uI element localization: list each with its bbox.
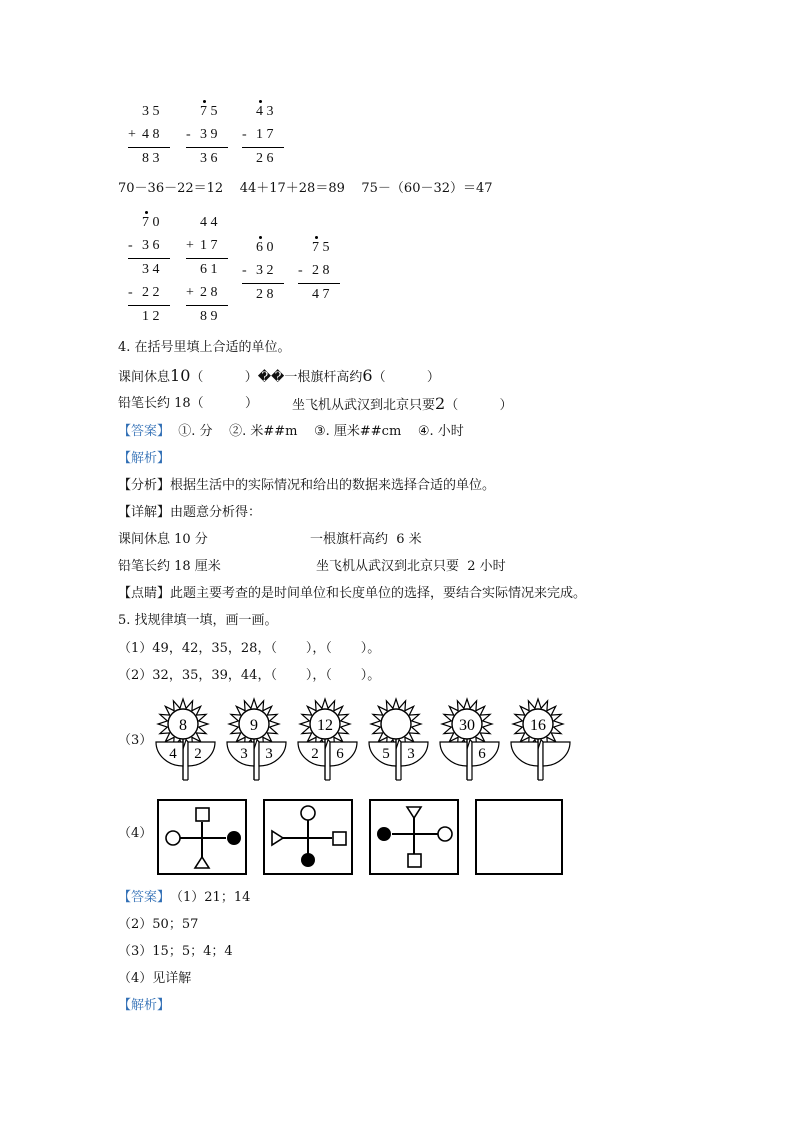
answer-tag: 【答案】 bbox=[118, 424, 171, 439]
calc-a-rule bbox=[128, 147, 170, 148]
q5-analysis-tag: 【解析】 bbox=[118, 998, 171, 1013]
calc-2b-rule2 bbox=[186, 305, 228, 306]
q4-analysis-tag: 【解析】 bbox=[118, 451, 171, 466]
vertical-calc-2b bbox=[184, 215, 234, 330]
dianjing-text: 此题主要考查的是时间单位和长度单位的选择，要结合实际情况来完成。 bbox=[170, 586, 587, 601]
fenxi-tag: 【分析】 bbox=[118, 478, 171, 493]
q5-sub2: （2）32，35，39，44，（ ），（ ）。 bbox=[118, 668, 381, 683]
q4-row1a: 课间休息 bbox=[118, 370, 171, 385]
calc-2b-res2: 8 9 bbox=[200, 309, 218, 324]
q4-row2b: 坐飞机从武汉到北京只要 bbox=[292, 398, 436, 413]
calc-c-top: 4 3 bbox=[256, 104, 274, 119]
equations-line: 70－36－22＝12 44＋17＋28＝89 75－（60－32）＝47 bbox=[118, 181, 493, 196]
calc-2b-op1: + bbox=[186, 238, 194, 253]
vertical-calc-2d bbox=[296, 240, 346, 310]
q4-row1b-paren: （ ） bbox=[372, 370, 440, 385]
triangle-shape bbox=[407, 807, 421, 818]
sunflower-top-number: 30 bbox=[459, 717, 475, 734]
square-shape bbox=[196, 808, 209, 821]
calc-2b-mid: 1 7 bbox=[200, 238, 218, 253]
calc-2d-op: - bbox=[298, 263, 303, 278]
pattern-box-1 bbox=[158, 800, 246, 874]
fenxi-text: 根据生活中的实际情况和给出的数据来选择合适的单位。 bbox=[170, 478, 496, 493]
left-leaf bbox=[511, 742, 538, 766]
calc-2c-rule bbox=[242, 283, 284, 284]
calc-2a-rule1 bbox=[128, 258, 170, 259]
carry-dot bbox=[203, 100, 206, 103]
sunflower bbox=[440, 699, 499, 780]
q4-detail-2b: 坐飞机从武汉到北京只要 2 小时 bbox=[316, 559, 506, 574]
calc-2b-mid2: 2 8 bbox=[200, 285, 218, 300]
q4-dianjing bbox=[118, 586, 586, 602]
q5-answer-tag: 【答案】 bbox=[118, 890, 171, 905]
calc-2a-op2: - bbox=[128, 285, 133, 300]
sunflower-top-number: 12 bbox=[317, 717, 333, 734]
q5-answer-4: （4）见详解 bbox=[118, 971, 192, 986]
calc-b-op: - bbox=[186, 127, 191, 142]
q4-row1a-paren: （ ） bbox=[190, 370, 258, 385]
vertical-calc-2c bbox=[240, 240, 290, 310]
q5-sub1: （1）49，42，35，28，（ ），（ ）。 bbox=[118, 641, 381, 656]
calc-2a-res2: 1 2 bbox=[142, 309, 160, 324]
sunflower-top-number: 8 bbox=[179, 717, 187, 734]
sunflower-left-number: 2 bbox=[311, 746, 319, 762]
calc-c-mid: 1 7 bbox=[256, 127, 274, 142]
calc-2a-res1: 3 4 bbox=[142, 262, 160, 277]
vertical-calc-a bbox=[126, 104, 176, 174]
filled-circle bbox=[227, 831, 241, 845]
right-leaf bbox=[543, 742, 570, 766]
calc-b-res: 3 6 bbox=[200, 151, 218, 166]
hollow-circle bbox=[301, 806, 315, 820]
sunflower-top-number: 16 bbox=[530, 717, 546, 734]
q4-xiangjie bbox=[118, 505, 261, 521]
sunflower-right-number: 2 bbox=[194, 746, 202, 762]
vertical-calc-b bbox=[184, 104, 234, 174]
sunflower-right-number: 3 bbox=[407, 746, 415, 762]
left-leaf bbox=[440, 742, 467, 766]
q4-row2a: 铅笔长约 18（ ） bbox=[118, 396, 258, 411]
sunflower-left-number: 3 bbox=[240, 746, 248, 762]
sunflower bbox=[369, 699, 428, 780]
carry-dot bbox=[145, 211, 148, 214]
q4-detail-1b: 一根旗杆高约 6 米 bbox=[310, 532, 422, 547]
sunflower bbox=[227, 699, 286, 780]
dianjing-tag: 【点睛】 bbox=[118, 586, 171, 601]
hollow-circle bbox=[166, 831, 180, 845]
sunflower-top-number: 9 bbox=[250, 717, 258, 734]
q5-answer-1: （1）21；14 bbox=[170, 890, 251, 905]
calc-c-res: 2 6 bbox=[256, 151, 274, 166]
q4-row2b-paren: （ ） bbox=[445, 398, 513, 413]
triangle-shape bbox=[272, 831, 283, 845]
vertical-calc-c bbox=[240, 104, 290, 174]
calc-2d-rule bbox=[298, 283, 340, 284]
calc-2b-rule1 bbox=[186, 258, 228, 259]
calc-2a-op1: - bbox=[128, 238, 133, 253]
q4-row2b-line bbox=[292, 396, 513, 414]
answer-text: ①. 分 ②. 米##m ③. 厘米##cm ④. 小时 bbox=[170, 424, 464, 439]
q4-row1 bbox=[118, 368, 440, 386]
filled-circle bbox=[377, 827, 391, 841]
calc-2d-res: 4 7 bbox=[312, 287, 330, 302]
sunflower-left-number: 4 bbox=[169, 746, 177, 762]
q5-title: 5. 找规律填一填，画一画。 bbox=[118, 613, 278, 628]
sunflower-center bbox=[381, 709, 411, 739]
sunflower-right-number: 6 bbox=[478, 746, 486, 762]
sunflower bbox=[511, 699, 570, 780]
calc-2b-op2: + bbox=[186, 285, 194, 300]
calc-2c-res: 2 8 bbox=[256, 287, 274, 302]
vertical-calc-2a bbox=[126, 215, 176, 330]
calc-2c-op: - bbox=[242, 263, 247, 278]
q5-answer-3: （3）15；5；4；4 bbox=[118, 944, 233, 959]
sunflower-pattern bbox=[150, 692, 590, 784]
square-shape bbox=[333, 832, 346, 845]
q4-row1a-num: 10 bbox=[170, 366, 191, 385]
carry-dot bbox=[259, 236, 262, 239]
pattern-box-3 bbox=[370, 800, 458, 874]
sunflower-left-number: 5 bbox=[382, 746, 390, 762]
calc-2d-mid: 2 8 bbox=[312, 263, 330, 278]
calc-2a-mid: 3 6 bbox=[142, 238, 160, 253]
calc-b-mid: 3 9 bbox=[200, 127, 218, 142]
shape-pattern bbox=[156, 798, 566, 878]
pattern-box-4-empty bbox=[476, 800, 562, 874]
q4-row1b-num: 6 bbox=[362, 366, 373, 385]
xiangjie-tag: 【详解】 bbox=[118, 505, 171, 520]
square-shape bbox=[408, 854, 421, 867]
calc-a-op: + bbox=[128, 127, 136, 142]
carry-dot bbox=[315, 236, 318, 239]
calc-c-op: - bbox=[242, 127, 247, 142]
q5-sub4-label: （4） bbox=[118, 826, 153, 841]
sunflower bbox=[156, 699, 215, 780]
calc-a-mid: 4 8 bbox=[142, 127, 160, 142]
carry-dot bbox=[259, 100, 262, 103]
q4-detail-1a: 课间休息 10 分 bbox=[118, 532, 208, 547]
calc-2d-top: 7 5 bbox=[312, 240, 330, 255]
calc-c-rule bbox=[242, 147, 284, 148]
q4-title: 4. 在括号里填上合适的单位。 bbox=[118, 340, 291, 355]
triangle-shape bbox=[195, 857, 209, 868]
q4-row1-sep: �� bbox=[257, 370, 285, 385]
pattern-box-2 bbox=[264, 800, 352, 874]
calc-2b-top: 4 4 bbox=[200, 215, 218, 230]
calc-2a-rule2 bbox=[128, 305, 170, 306]
calc-a-top: 3 5 bbox=[142, 104, 160, 119]
q5-answer-2: （2）50；57 bbox=[118, 917, 199, 932]
calc-b-top: 7 5 bbox=[200, 104, 218, 119]
calc-b-rule bbox=[186, 147, 228, 148]
calc-2c-mid: 3 2 bbox=[256, 263, 274, 278]
filled-circle bbox=[301, 853, 315, 867]
calc-2a-mid2: 2 2 bbox=[142, 285, 160, 300]
calc-2a-top: 7 0 bbox=[142, 215, 160, 230]
sunflower bbox=[298, 699, 357, 780]
q4-detail-2a: 铅笔长约 18 厘米 bbox=[118, 559, 221, 574]
q4-row2b-num: 2 bbox=[435, 394, 446, 413]
q4-fenxi bbox=[118, 478, 495, 494]
xiangjie-text: 由题意分析得： bbox=[170, 505, 262, 520]
sunflower-right-number: 6 bbox=[336, 746, 344, 762]
sunflower-right-number: 3 bbox=[265, 746, 273, 762]
q4-answer bbox=[118, 424, 464, 440]
calc-2b-res1: 6 1 bbox=[200, 262, 218, 277]
q4-row1b: 一根旗杆高约 bbox=[284, 370, 363, 385]
calc-a-res: 8 3 bbox=[142, 151, 160, 166]
hollow-circle bbox=[438, 827, 452, 841]
calc-2c-top: 6 0 bbox=[256, 240, 274, 255]
q5-sub3-label: （3） bbox=[118, 733, 153, 748]
